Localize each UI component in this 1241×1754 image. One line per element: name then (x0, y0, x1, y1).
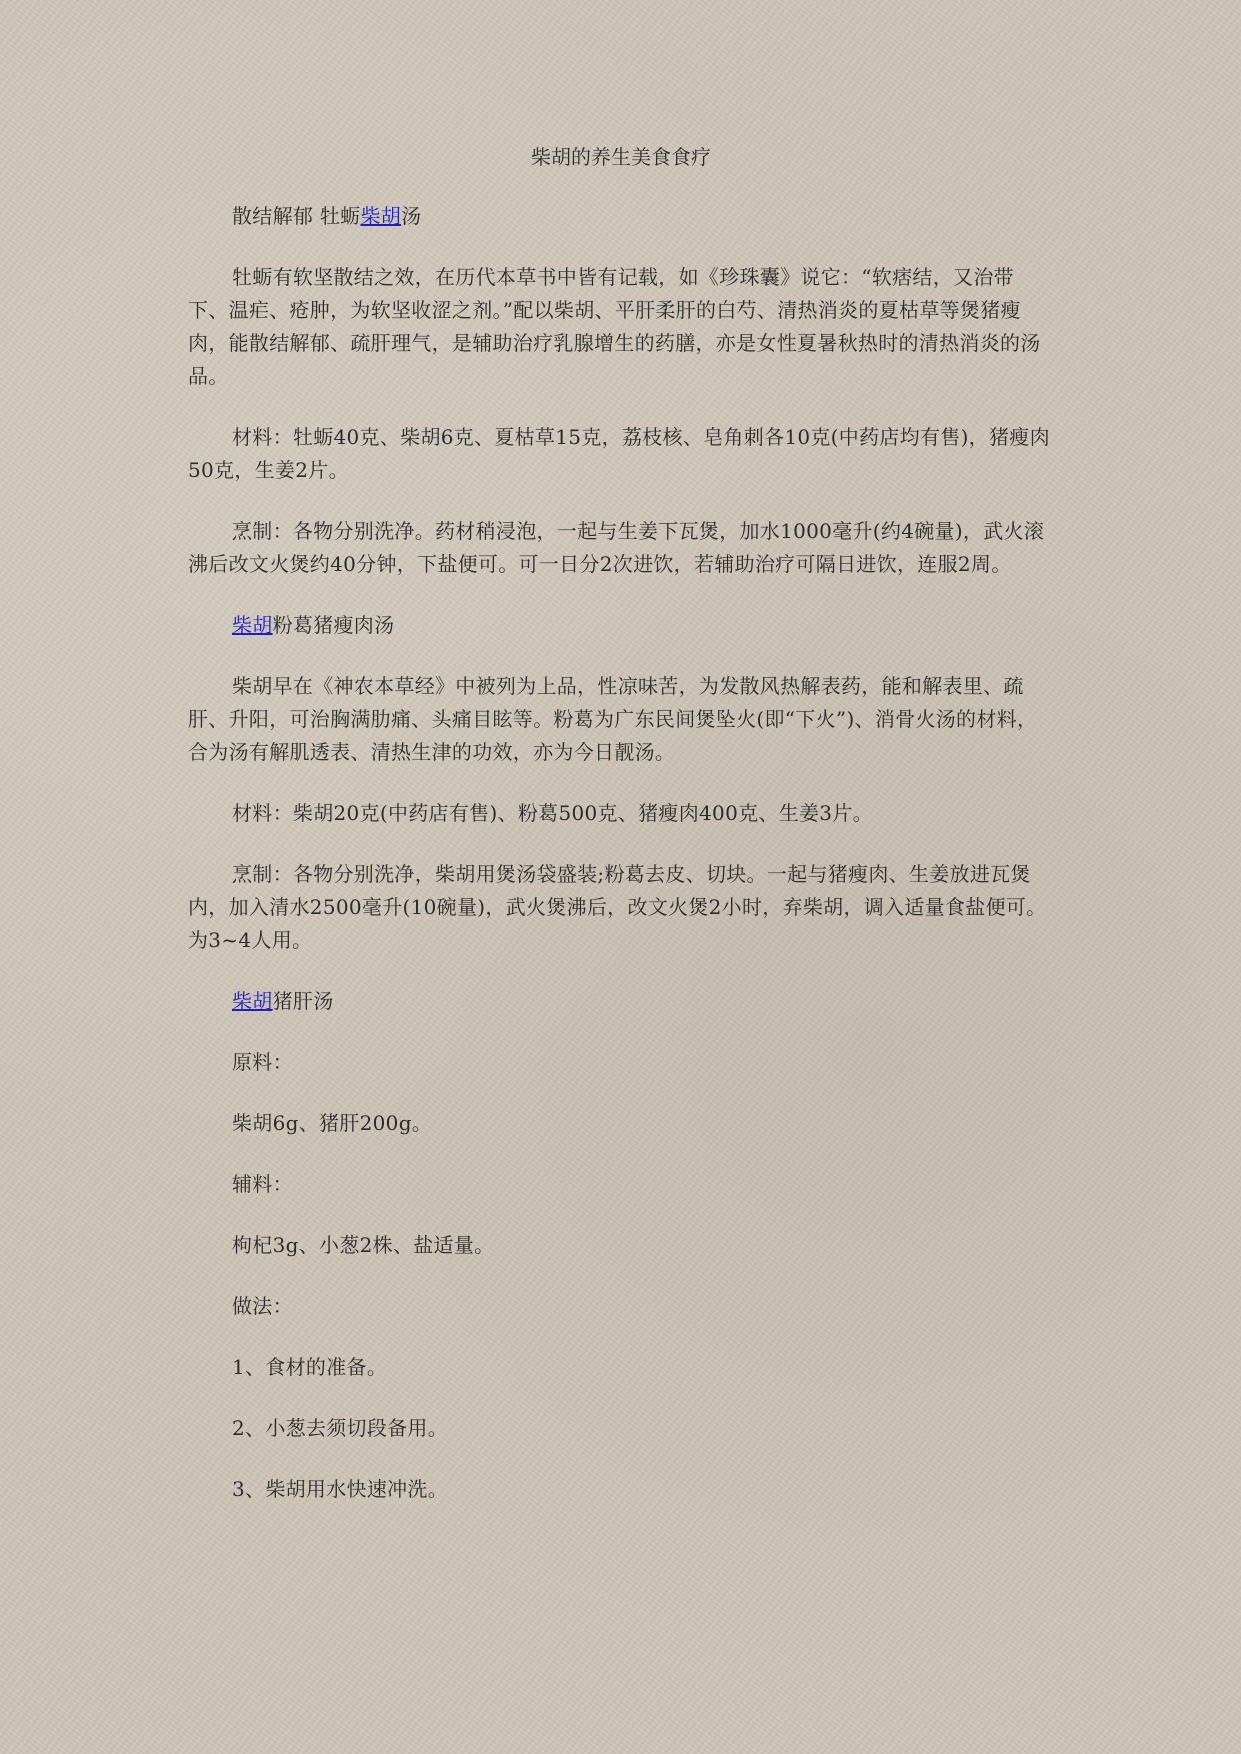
recipe2-heading-link[interactable]: 柴胡 (232, 613, 273, 637)
recipe2-heading (188, 609, 1054, 642)
recipe1-materials: 材料：牡蛎40克、柴胡6克、夏枯草15克，荔枝核、皂角刺各10克(中药店均有售)，猪瘦肉50克，生姜2片。 (188, 425, 1050, 482)
recipe1-heading-link[interactable]: 柴胡 (360, 204, 402, 228)
recipe3-ingredients: 柴胡6g、猪肝200g。 (232, 1111, 433, 1135)
recipe3-ingredients-label: 原料： (232, 1050, 293, 1074)
recipe2-materials: 材料：柴胡20克(中药店有售)、粉葛500克、猪瘦肉400克、生姜3片。 (232, 801, 873, 825)
recipe3-auxiliary: 枸杞3g、小葱2株、盐适量。 (232, 1233, 495, 1257)
recipe3-heading-link[interactable]: 柴胡 (232, 989, 273, 1013)
recipe3-heading-suffix: 猪肝汤 (272, 989, 334, 1013)
page-title: 柴胡的养生美食食疗 (531, 145, 711, 169)
recipe1-heading-suffix: 汤 (401, 204, 422, 228)
document-page (188, 140, 1054, 1534)
recipe1-heading (188, 200, 1054, 233)
recipe1-heading-prefix: 散结解郁 牡蛎 (232, 204, 361, 228)
recipe3-step: 1、食材的准备。 (232, 1355, 388, 1379)
recipe3-steps-label: 做法： (232, 1294, 293, 1318)
recipe2-heading-suffix: 粉葛猪瘦肉汤 (272, 613, 395, 637)
recipe1-intro: 牡蛎有软坚散结之效，在历代本草书中皆有记载，如《珍珠囊》说它：“软痞结，又治带下、温疟、疮肿，为软坚收涩之剂。”配以柴胡、平肝柔肝的白芍、清热消炎的夏枯草等煲猪瘦肉，能散结解郁、疏肝理气，是辅助治疗乳腺增生的药膳，亦是女性夏暑秋热时的清热消炎的汤品。 (188, 265, 1041, 388)
recipe3-step: 3、柴胡用水快速冲洗。 (232, 1477, 449, 1501)
recipe3-auxiliary-label: 辅料： (232, 1172, 293, 1196)
recipe3-heading (188, 985, 1054, 1018)
recipe3-step: 2、小葱去须切段备用。 (232, 1416, 449, 1440)
recipe2-intro: 柴胡早在《神农本草经》中被列为上品，性凉味苦，为发散风热解表药，能和解表里、疏肝、升阳，可治胸满肋痛、头痛目眩等。粉葛为广东民间煲坠火(即“下火”)、消骨火汤的材料，合为汤有解肌透表、清热生津的功效，亦为今日靓汤。 (188, 674, 1038, 764)
recipe2-method: 烹制：各物分别洗净，柴胡用煲汤袋盛装;粉葛去皮、切块。一起与猪瘦肉、生姜放进瓦煲内，加入清水2500毫升(10碗量)，武火煲沸后，改文火煲2小时，弃柴胡，调入适量食盐便可。为3~4人用。 (188, 862, 1047, 952)
recipe1-method: 烹制：各物分别洗净。药材稍浸泡，一起与生姜下瓦煲，加水1000毫升(约4碗量)，武火滚沸后改文火煲约40分钟，下盐便可。可一日分2次进饮，若辅助治疗可隔日进饮，连服2周。 (188, 519, 1045, 576)
